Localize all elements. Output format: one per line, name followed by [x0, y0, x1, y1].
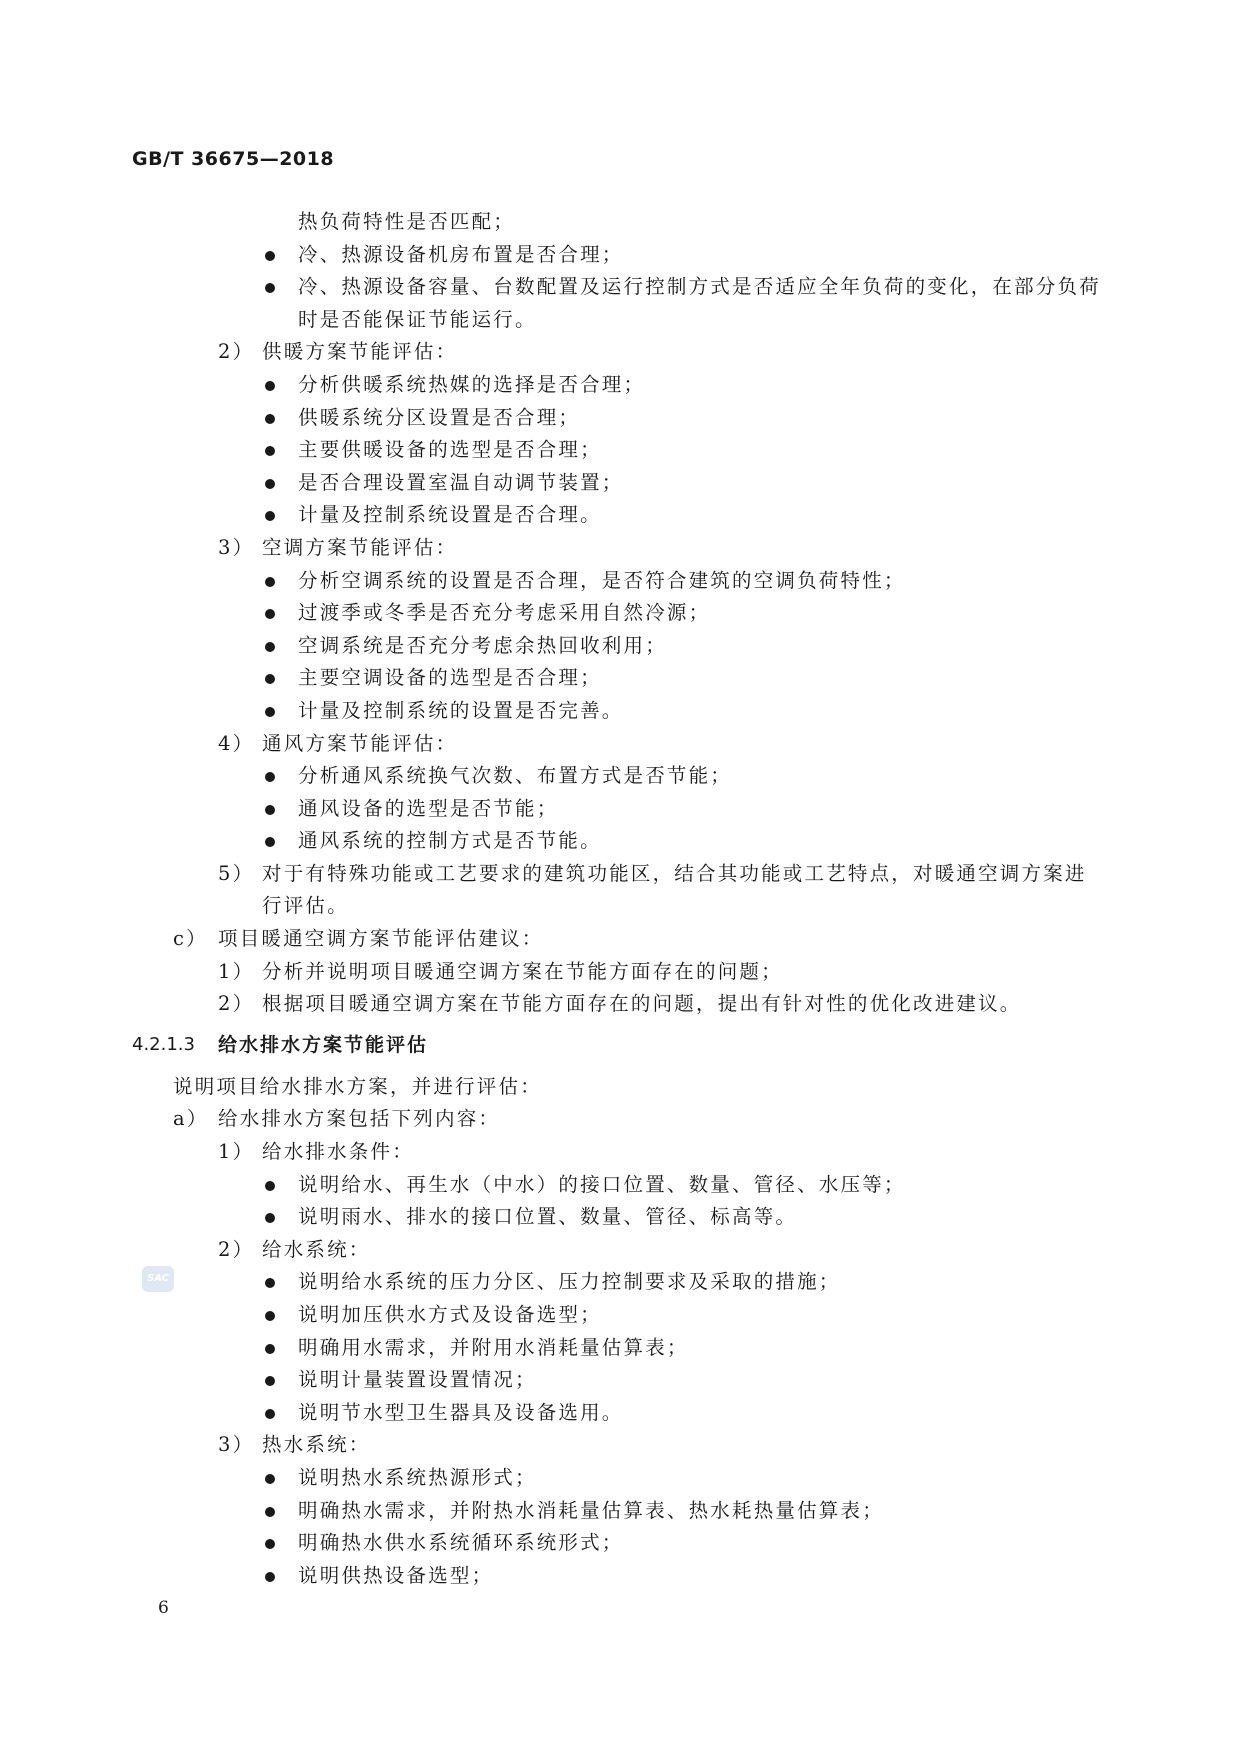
- bullet-item: [0, 565, 1241, 598]
- numbered-item: [0, 1429, 1241, 1462]
- bullet-item: [0, 369, 1241, 402]
- bullet-item: [0, 271, 1241, 304]
- item-text: 主要供暖设备的选型是否合理；: [298, 438, 602, 462]
- bullet-dot-icon: [265, 446, 275, 456]
- bullet-dot-icon: [265, 381, 275, 391]
- item-text: 热负荷特性是否匹配；: [298, 210, 516, 233]
- list-marker: 2）: [218, 992, 255, 1016]
- bullet-item: [0, 499, 1241, 532]
- list-marker: 4）: [218, 731, 255, 755]
- bullet-item: [0, 630, 1241, 663]
- item-text: 供暖系统分区设置是否合理；: [298, 405, 581, 429]
- item-text: 分析并说明项目暖通空调方案在节能方面存在的问题；: [262, 959, 783, 983]
- item-text: 行评估。: [262, 894, 349, 918]
- bullet-item: [0, 1527, 1241, 1560]
- item-text: 通风系统的控制方式是否节能。: [298, 829, 602, 853]
- bullet-dot-icon: [265, 1409, 275, 1419]
- bullet-dot-icon: [265, 609, 275, 619]
- item-text: 明确热水需求，并附热水消耗量估算表、热水耗热量估算表；: [298, 1498, 884, 1522]
- item-text: 分析通风系统换气次数、布置方式是否节能；: [298, 764, 733, 788]
- list-marker: 2）: [218, 1237, 255, 1261]
- item-text: 说明节水型卫生器具及设备选用。: [298, 1400, 624, 1424]
- section-number: 4.2.1.3: [132, 1033, 195, 1055]
- bullet-dot-icon: [265, 1181, 275, 1191]
- bullet-dot-icon: [265, 1572, 275, 1582]
- numbered-item: [0, 532, 1241, 565]
- continuation-line: [0, 304, 1241, 337]
- bullet-dot-icon: [265, 1344, 275, 1354]
- list-marker: 3）: [218, 535, 255, 559]
- item-text: 明确用水需求，并附用水消耗量估算表；: [298, 1335, 689, 1359]
- item-text: 说明计量装置设置情况；: [298, 1368, 537, 1392]
- bullet-item: [0, 434, 1241, 467]
- bullet-dot-icon: [265, 707, 275, 717]
- bullet-dot-icon: [265, 837, 275, 847]
- bullet-dot-icon: [265, 1507, 275, 1517]
- item-text: 通风设备的选型是否节能；: [298, 796, 559, 820]
- item-text: 说明雨水、排水的接口位置、数量、管径、标高等。: [298, 1205, 798, 1229]
- bullet-item: [0, 1169, 1241, 1202]
- bullet-item: [0, 760, 1241, 793]
- numbered-item: [0, 728, 1241, 761]
- paragraph: [0, 1071, 1241, 1104]
- item-text: 冷、热源设备容量、台数配置及运行控制方式是否适应全年负荷的变化，在部分负荷: [298, 275, 1101, 299]
- bullet-dot-icon: [265, 642, 275, 652]
- bullet-dot-icon: [265, 414, 275, 424]
- list-marker: c）: [173, 927, 208, 951]
- water-supply-list: [0, 1071, 1241, 1593]
- bullet-item: [0, 1397, 1241, 1430]
- item-text: 供暖方案节能评估：: [262, 340, 458, 364]
- item-text: 给水排水方案包括下列内容：: [218, 1107, 501, 1131]
- bullet-dot-icon: [265, 283, 275, 293]
- bullet-item: [0, 793, 1241, 826]
- hvac-evaluation-list: [0, 206, 1241, 1021]
- item-text: 明确热水供水系统循环系统形式；: [298, 1531, 624, 1555]
- item-text: 说明供热设备选型；: [298, 1563, 494, 1587]
- item-text: 主要空调设备的选型是否合理；: [298, 666, 602, 690]
- item-text: 分析供暖系统热媒的选择是否合理；: [298, 372, 646, 396]
- bullet-item: [0, 239, 1241, 272]
- item-text: 给水排水条件：: [262, 1140, 414, 1164]
- item-text: 说明热水系统热源形式；: [298, 1465, 537, 1489]
- numbered-item: [0, 1136, 1241, 1169]
- numbered-item: [0, 858, 1241, 891]
- bullet-dot-icon: [265, 577, 275, 587]
- bullet-dot-icon: [265, 251, 275, 261]
- item-text: 分析空调系统的设置是否合理，是否符合建筑的空调负荷特性；: [298, 568, 906, 592]
- item-text: 说明给水系统的压力分区、压力控制要求及采取的措施；: [298, 1270, 841, 1294]
- item-text: 计量及控制系统的设置是否完善。: [298, 698, 624, 722]
- bullet-dot-icon: [265, 1311, 275, 1321]
- item-text: 说明项目给水排水方案，并进行评估：: [173, 1074, 542, 1098]
- bullet-dot-icon: [265, 1539, 275, 1549]
- bullet-item: [0, 597, 1241, 630]
- item-text: 项目暖通空调方案节能评估建议：: [218, 927, 544, 951]
- sac-watermark-logo: SAC: [142, 1266, 174, 1292]
- bullet-dot-icon: [265, 511, 275, 521]
- numbered-item: [0, 336, 1241, 369]
- lettered-item: [0, 1103, 1241, 1136]
- bullet-dot-icon: [265, 1213, 275, 1223]
- item-text: 对于有特殊功能或工艺要求的建筑功能区，结合其功能或工艺特点，对暖通空调方案进: [262, 861, 1087, 885]
- numbered-item: [0, 956, 1241, 989]
- list-marker: 1）: [218, 1140, 255, 1164]
- numbered-item: [0, 988, 1241, 1021]
- bullet-item: [0, 825, 1241, 858]
- bullet-dot-icon: [265, 674, 275, 684]
- bullet-dot-icon: [265, 1376, 275, 1386]
- bullet-item: [0, 1332, 1241, 1365]
- lettered-item: [0, 923, 1241, 956]
- list-marker: a）: [173, 1107, 209, 1131]
- item-text: 时是否能保证节能运行。: [298, 307, 537, 331]
- item-text: 空调系统是否充分考虑余热回收利用；: [298, 633, 667, 657]
- bullet-dot-icon: [265, 1474, 275, 1484]
- page-number: 6: [158, 1598, 169, 1618]
- item-text: 给水系统：: [262, 1237, 371, 1261]
- item-text: 根据项目暖通空调方案在节能方面存在的问题，提出有针对性的优化改进建议。: [262, 992, 1022, 1016]
- item-text: 计量及控制系统设置是否合理。: [298, 503, 602, 527]
- list-marker: 2）: [218, 340, 255, 364]
- item-text: 热水系统：: [262, 1433, 371, 1457]
- item-text: 空调方案节能评估：: [262, 535, 458, 559]
- item-text: 通风方案节能评估：: [262, 731, 458, 755]
- continuation-line: [0, 206, 1241, 239]
- item-text: 过渡季或冬季是否充分考虑采用自然冷源；: [298, 601, 711, 625]
- item-text: 说明加压供水方式及设备选型；: [298, 1303, 602, 1326]
- page-content: [0, 206, 1241, 1592]
- bullet-item: [0, 1495, 1241, 1528]
- list-marker: 5）: [218, 861, 255, 885]
- bullet-item: [0, 695, 1241, 728]
- bullet-dot-icon: [265, 805, 275, 815]
- bullet-item: [0, 1201, 1241, 1234]
- bullet-item: [0, 1299, 1241, 1332]
- numbered-item: [0, 1234, 1241, 1267]
- bullet-item: [0, 1266, 1241, 1299]
- bullet-item: [0, 467, 1241, 500]
- bullet-item: [0, 1560, 1241, 1593]
- bullet-item: [0, 1364, 1241, 1397]
- list-marker: 3）: [218, 1433, 255, 1457]
- item-text: 是否合理设置室温自动调节装置；: [298, 470, 624, 494]
- item-text: 说明给水、再生水（中水）的接口位置、数量、管径、水压等；: [298, 1172, 906, 1196]
- list-marker: 1）: [218, 959, 255, 983]
- continuation-line: [0, 890, 1241, 923]
- bullet-dot-icon: [265, 479, 275, 489]
- bullet-item: [0, 662, 1241, 695]
- bullet-item: [0, 402, 1241, 435]
- item-text: 冷、热源设备机房布置是否合理；: [298, 242, 624, 266]
- section-heading: [0, 1025, 1241, 1065]
- section-title: 给水排水方案节能评估: [218, 1033, 429, 1056]
- standard-number: GB/T 36675—2018: [132, 148, 335, 170]
- bullet-dot-icon: [265, 772, 275, 782]
- bullet-dot-icon: [265, 1278, 275, 1288]
- bullet-item: [0, 1462, 1241, 1495]
